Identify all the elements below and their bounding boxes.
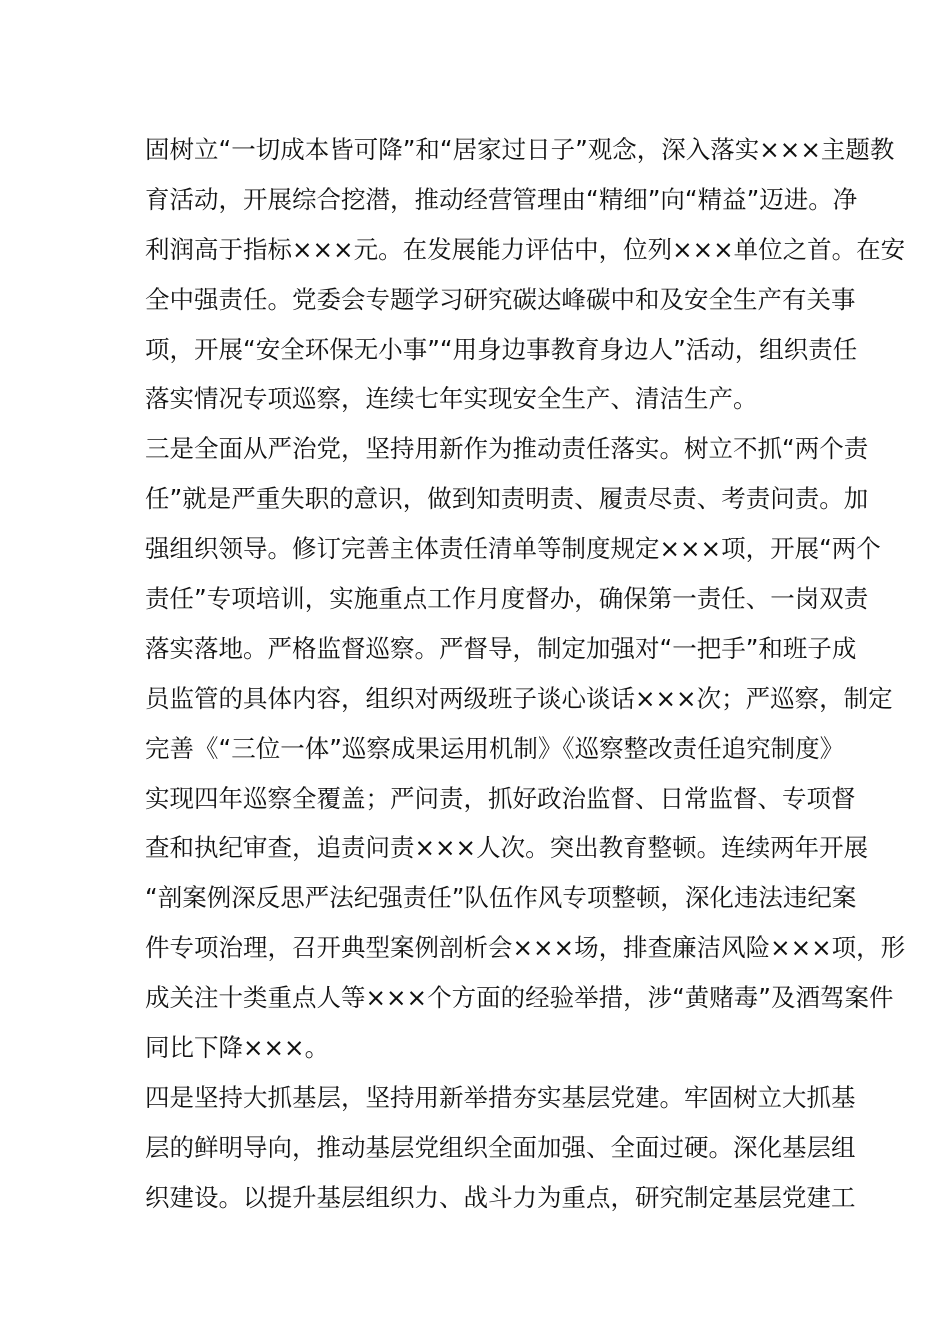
text-line: 全中强责任。党委会专题学习研究碳达峰碳中和及安全生产有关事 bbox=[145, 284, 856, 314]
text-line: 强组织领导。修订完善主体责任清单等制度规定×××项，开展“两个 bbox=[145, 534, 881, 564]
text-line: 任”就是严重失职的意识，做到知责明责、履责尽责、考责问责。加 bbox=[145, 484, 869, 514]
text-line: 四是坚持大抓基层，坚持用新举措夯实基层党建。牢固树立大抓基 bbox=[145, 1082, 856, 1112]
text-line: 实现四年巡察全覆盖；严问责，抓好政治监督、日常监督、专项督 bbox=[145, 783, 856, 813]
text-line: 同比下降×××。 bbox=[145, 1033, 330, 1063]
text-line: 成关注十类重点人等×××个方面的经验举措，涉“黄赌毒”及酒驾案件 bbox=[145, 983, 894, 1013]
text-line: 责任”专项培训，实施重点工作月度督办，确保第一责任、一岗双责 bbox=[145, 584, 869, 614]
text-line: 落实落地。严格监督巡察。严督导，制定加强对“一把手”和班子成 bbox=[145, 633, 857, 663]
text-line: 项，开展“安全环保无小事”“用身边事教育身边人”活动，组织责任 bbox=[145, 334, 858, 364]
text-line: 员监管的具体内容，组织对两级班子谈心谈话×××次；严巡察，制定 bbox=[145, 683, 893, 713]
text-line: 完善《“三位一体”巡察成果运用机制》《巡察整改责任追究制度》 bbox=[145, 733, 845, 763]
text-line: “剖案例深反思严法纪强责任”队伍作风专项整顿，深化违法违纪案 bbox=[145, 883, 857, 913]
document-body bbox=[145, 125, 906, 1223]
text-line: 固树立“一切成本皆可降”和“居家过日子”观念，深入落实×××主题教 bbox=[145, 135, 895, 164]
text-line: 查和执纪审查，追责问责×××人次。突出教育整顿。连续两年开展 bbox=[145, 833, 869, 863]
text-line: 件专项治理，召开典型案例剖析会×××场，排查廉洁风险×××项，形 bbox=[145, 933, 906, 963]
text-line: 落实情况专项巡察，连续七年实现安全生产、清洁生产。 bbox=[145, 384, 758, 414]
text-line: 织建设。以提升基层组织力、战斗力为重点，研究制定基层党建工 bbox=[145, 1182, 856, 1212]
text-line: 育活动，开展综合挖潜，推动经营管理由“精细”向“精益”迈进。净 bbox=[145, 184, 858, 214]
text-line: 三是全面从严治党，坚持用新作为推动责任落实。树立不抓“两个责 bbox=[145, 434, 869, 464]
text-line: 利润高于指标×××元。在发展能力评估中，位列×××单位之首。在安 bbox=[145, 234, 906, 264]
text-line: 层的鲜明导向，推动基层党组织全面加强、全面过硬。深化基层组 bbox=[145, 1132, 856, 1162]
